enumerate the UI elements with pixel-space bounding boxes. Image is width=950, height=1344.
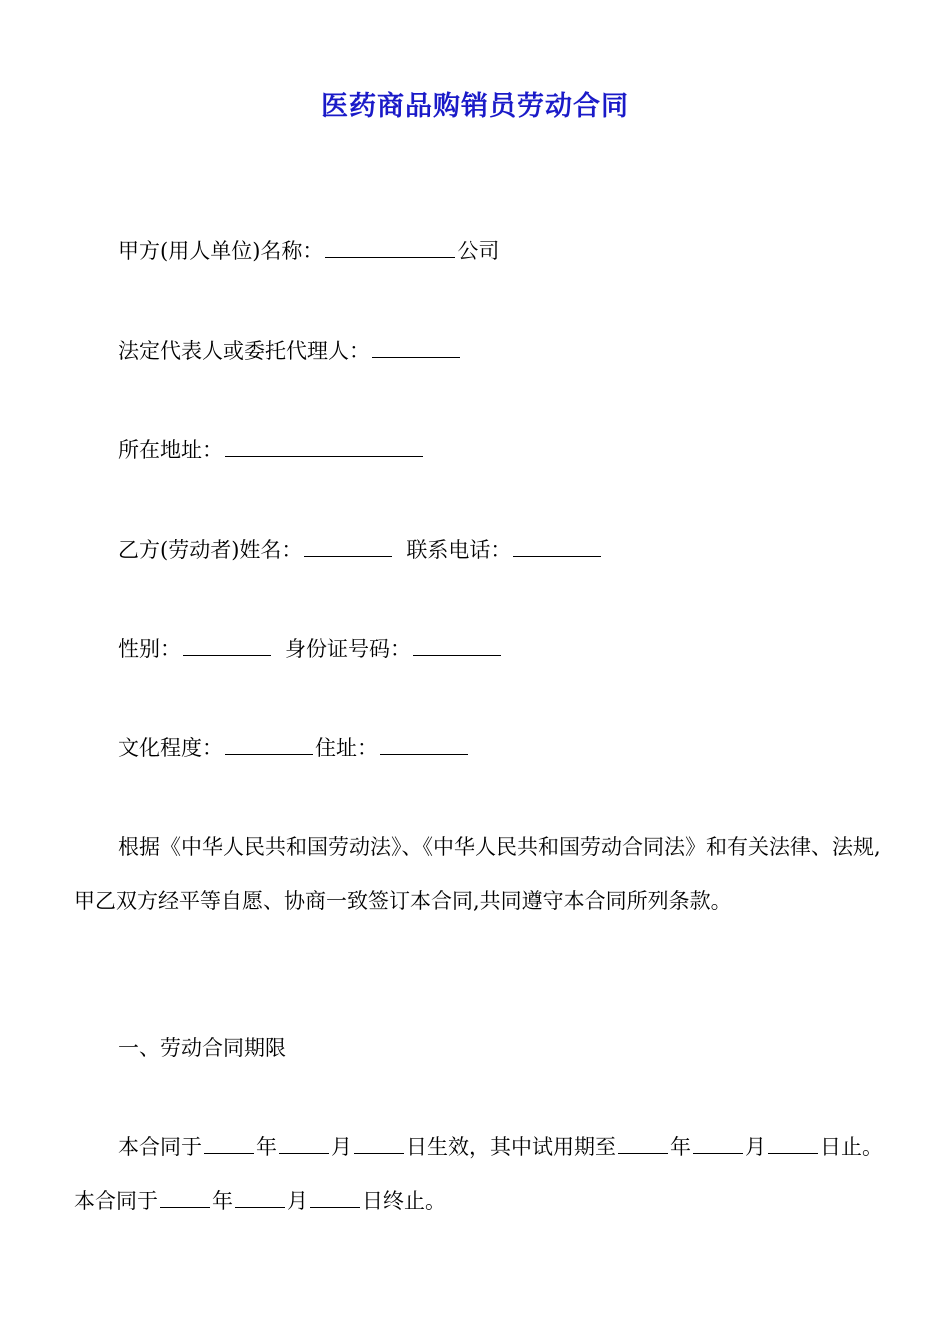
end-day-blank <box>310 1187 360 1208</box>
preamble-paragraph: 根据《中华人民共和国劳动法》、《中华人民共和国劳动合同法》和有关法律、法规,甲乙双方经平等自愿、协商一致签订本合同,共同遵守本合同所列条款。 <box>74 835 881 913</box>
start-year-blank <box>204 1133 254 1154</box>
term-month-2: 月 <box>745 1135 766 1159</box>
probation-day-blank <box>768 1133 818 1154</box>
party-a-blank <box>325 237 455 258</box>
address-line <box>118 435 425 465</box>
education-blank <box>225 734 313 755</box>
gender-id-line <box>118 634 503 664</box>
phone-label: 联系电话： <box>406 538 512 562</box>
legal-rep-blank <box>372 337 460 358</box>
end-year-blank <box>160 1187 210 1208</box>
residence-label: 住址： <box>315 736 378 760</box>
phone-blank <box>513 536 601 557</box>
gender-blank <box>183 635 271 656</box>
term-month: 月 <box>331 1135 352 1159</box>
probation-month-blank <box>693 1133 743 1154</box>
education-label: 文化程度： <box>118 736 223 760</box>
legal-rep-label: 法定代表人或委托代理人： <box>118 339 370 363</box>
term-end-day: 日止。本合同于 <box>74 1135 883 1213</box>
document-title: 医药商品购销员劳动合同 <box>321 91 629 122</box>
party-b-name-blank <box>304 536 392 557</box>
term-year: 年 <box>256 1135 277 1159</box>
education-residence-line <box>118 733 470 763</box>
party-b-name-label: 乙方(劳动者)姓名： <box>118 538 303 562</box>
probation-year-blank <box>618 1133 668 1154</box>
term-p1: 本合同于 <box>118 1135 202 1159</box>
section1-heading: 一、劳动合同期限 <box>118 1036 286 1060</box>
term-month-3: 月 <box>287 1189 308 1213</box>
party-b-line <box>118 535 603 565</box>
party-a-suffix: 公司 <box>457 239 500 263</box>
id-label: 身份证号码： <box>285 637 411 661</box>
address-blank <box>225 436 423 457</box>
party-a-line <box>118 236 499 266</box>
gender-label: 性别： <box>118 637 181 661</box>
start-month-blank <box>279 1133 329 1154</box>
end-month-blank <box>235 1187 285 1208</box>
term-terminate: 日终止。 <box>362 1189 446 1213</box>
term-year-2: 年 <box>670 1135 691 1159</box>
party-a-label: 甲方(用人单位)名称： <box>118 239 324 263</box>
term-paragraph <box>74 1120 894 1228</box>
term-effective: 日生效，其中试用期至 <box>406 1135 616 1159</box>
term-year-3: 年 <box>212 1189 233 1213</box>
start-day-blank <box>354 1133 404 1154</box>
legal-rep-line <box>118 336 462 366</box>
id-blank <box>413 635 501 656</box>
residence-blank <box>380 734 468 755</box>
address-label: 所在地址： <box>118 438 223 462</box>
